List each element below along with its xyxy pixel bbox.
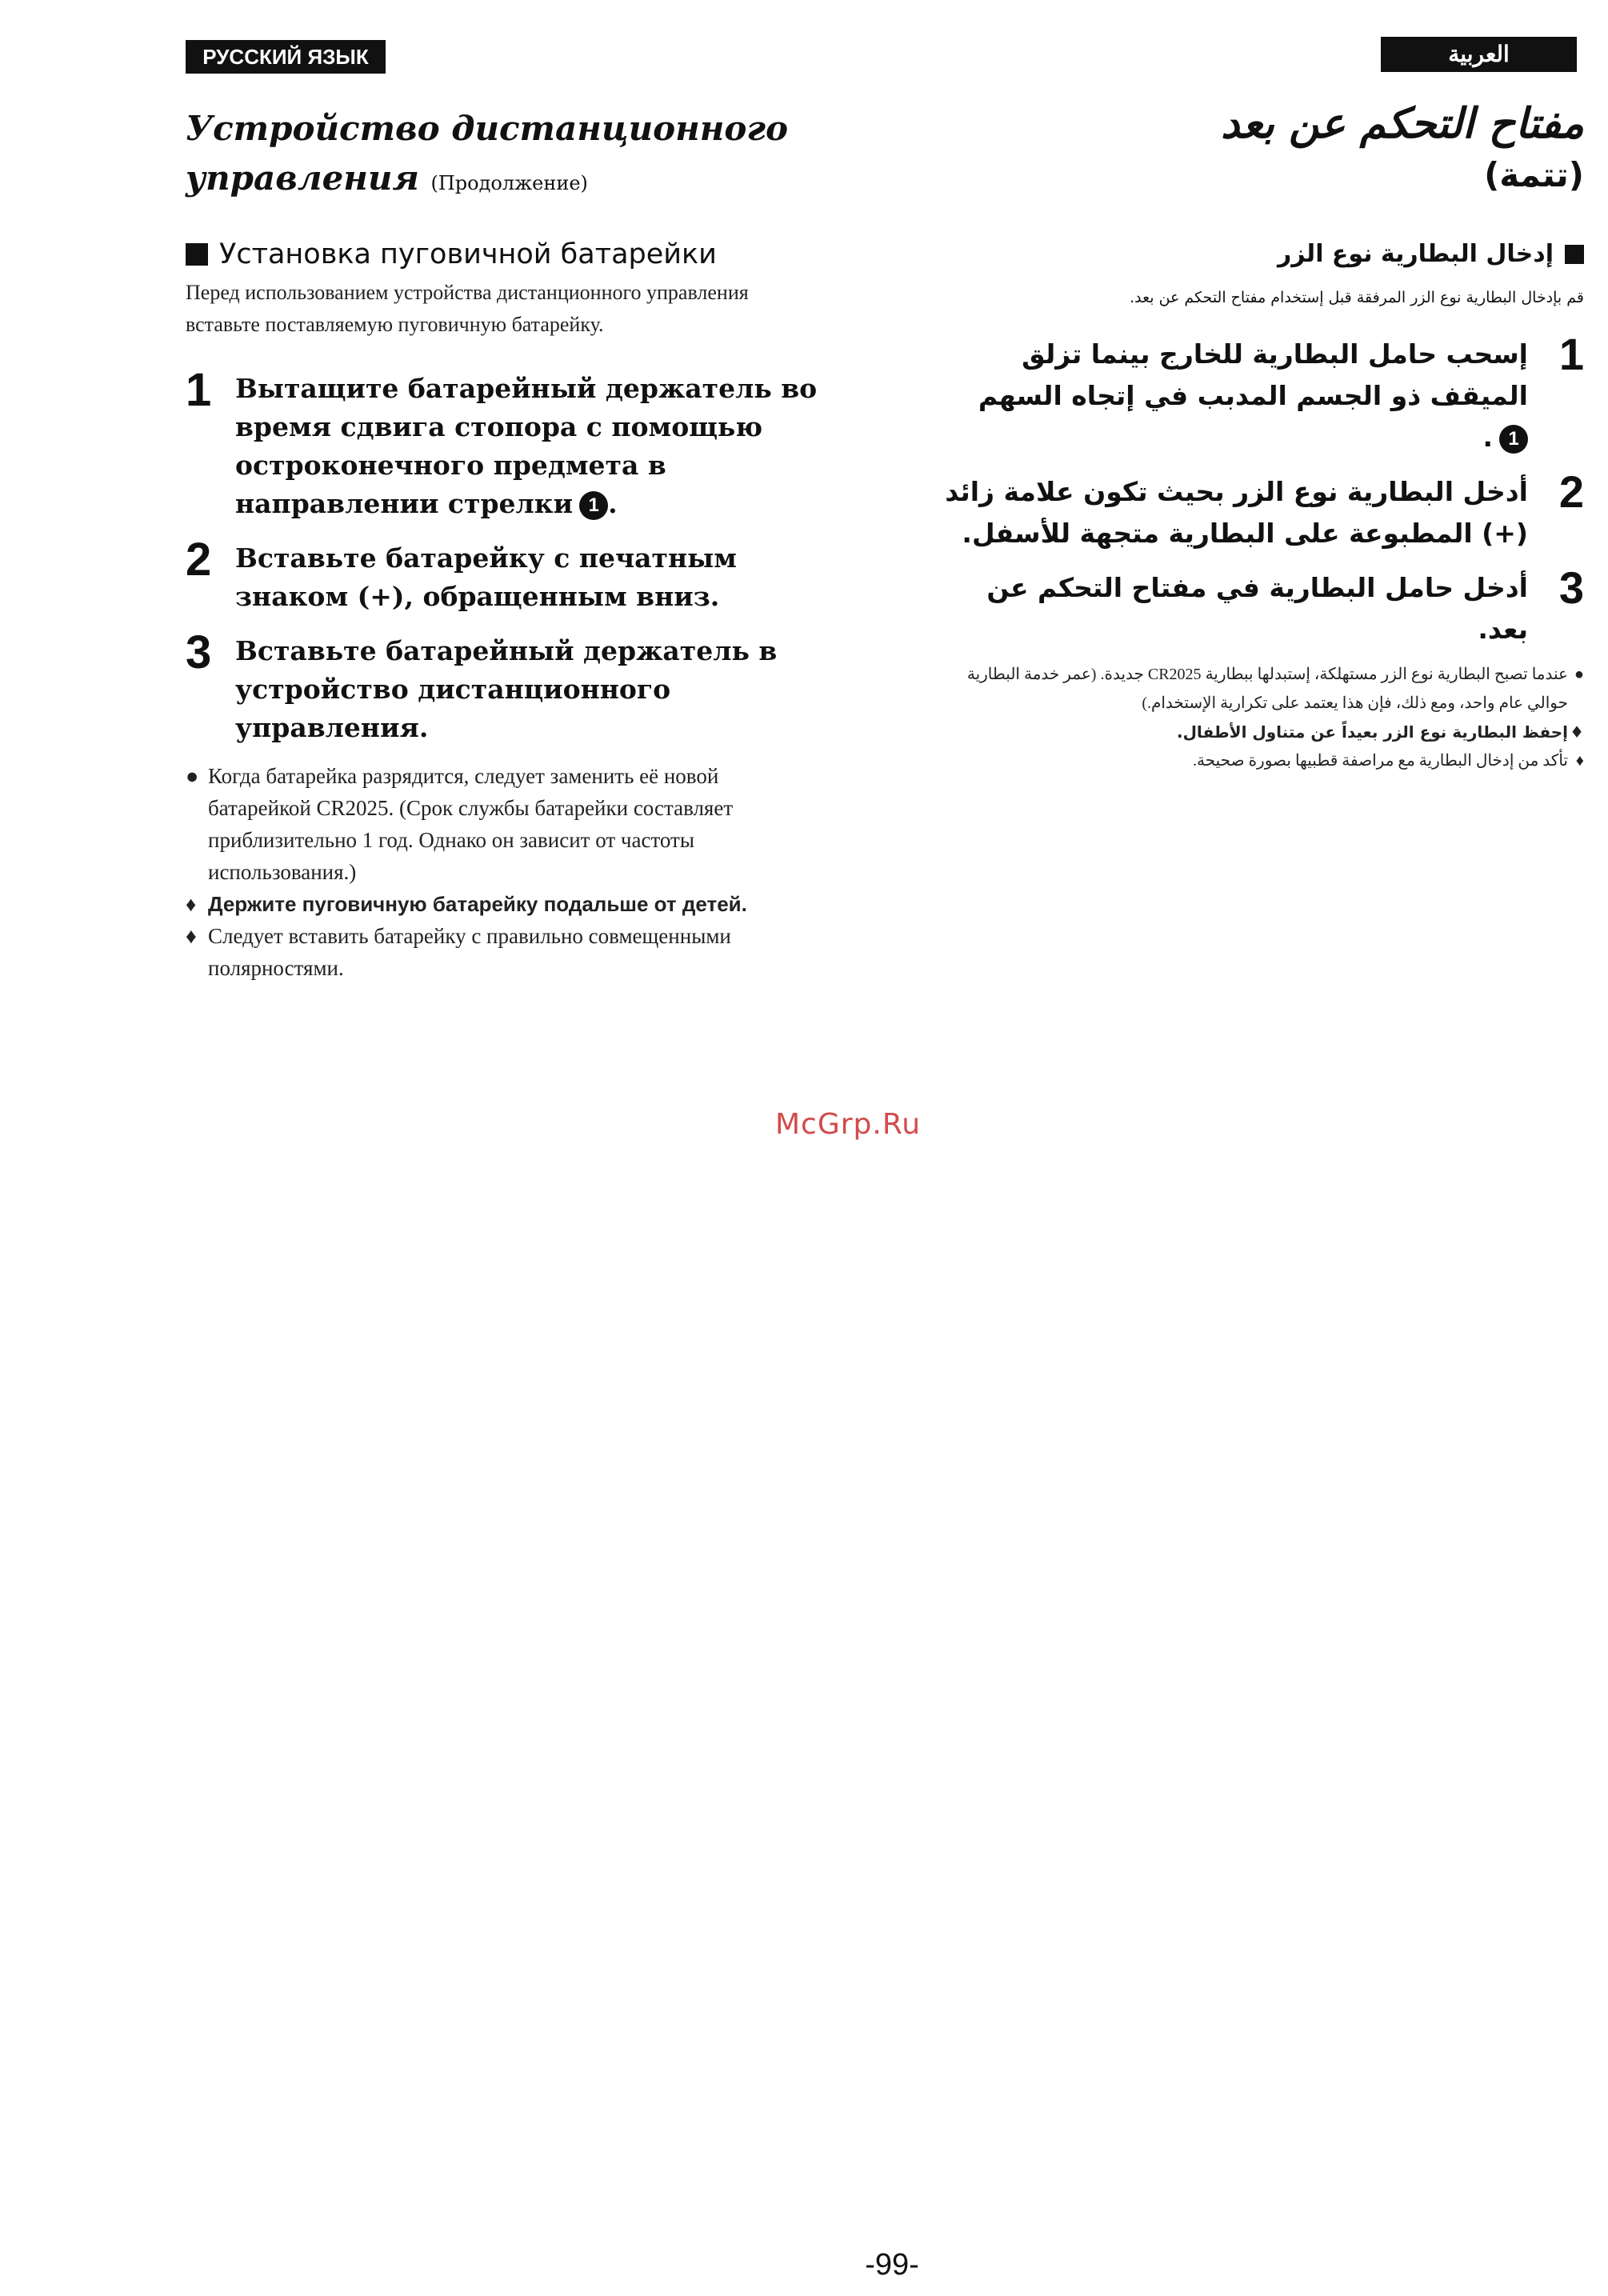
square-bullet-icon [186, 243, 208, 266]
step-text: أدخل البطارية نوع الزر بحيث تكون علامة زائد (+) المطبوعة على البطارية متجهة للأسفل. [945, 476, 1528, 549]
step-ar-3 [944, 564, 1584, 650]
circled-number-icon: 1 [579, 491, 608, 520]
step-number: 3 [1558, 562, 1584, 613]
page-number: -99- [865, 2248, 919, 2282]
note-item [186, 920, 826, 984]
step-ar-1 [944, 330, 1584, 458]
note-text: Когда батарейка разрядится, следует заменить её новой батарейкой CR2025. (Срок службы батарейки составляет приблизительно 1 год. Однако он зависит от частоты использования.) [208, 764, 734, 884]
section-title-ru: Установка пуговичной батарейки [219, 238, 717, 270]
note-text: Держите пуговичную батарейку подальше от детей. [208, 892, 747, 916]
title-continued-ar: (تتمة) [1484, 155, 1584, 194]
section-heading-ru [186, 238, 826, 270]
steps-ru [186, 366, 826, 747]
step-ru-3 [186, 626, 826, 747]
note-text: تأكد من إدخال البطارية مع مراصفة قطبيها بصورة صحيحة. [1193, 752, 1568, 770]
intro-text-ru: Перед использованием устройства дистанционного управления вставьте поставляемую пуговичную батарейку. [186, 281, 749, 336]
note-text: عندما تصبح البطارية نوع الزر مستهلكة، إستبدلها ببطارية CR2025 جديدة. (عمر خدمة البطارية حوالي عام واحد، ومع ذلك، فإن هذا يعتمد على تكرارية الإستخدام.) [966, 666, 1568, 712]
note-item [186, 760, 826, 888]
step-text: Вставьте батарейный держатель в устройство дистанционного управления. [235, 635, 778, 743]
title-continued-ru: (Продолжение) [430, 172, 588, 194]
russian-column [186, 104, 826, 984]
note-item [186, 888, 826, 920]
note-text: إحفظ البطارية نوع الزر بعيداً عن متناول الأطفال. [1176, 722, 1568, 742]
note-item [944, 718, 1584, 746]
steps-ar [944, 330, 1584, 650]
notes-ru [186, 760, 826, 984]
language-tag-arabic: العربية [1381, 37, 1577, 72]
page-title-ar: مفتاح التحكم عن بعد [1221, 100, 1584, 148]
step-text: إسحب حامل البطارية للخارج بينما تزلق الميقف ذو الجسم المدبب في إتجاه السهم1. [978, 338, 1528, 453]
step-text: أدخل حامل البطارية في مفتاح التحكم عن بعد. [986, 572, 1528, 645]
step-number: 1 [1558, 329, 1584, 379]
diamond-bullet-icon: ♦ [1570, 722, 1584, 742]
language-tag-russian: РУССКИЙ ЯЗЫК [186, 40, 386, 74]
step-ru-2 [186, 536, 826, 616]
note-text: Следует вставить батарейку с правильно совмещенными полярностями. [208, 924, 731, 980]
note-item [944, 746, 1584, 775]
square-bullet-icon [1565, 245, 1584, 264]
step-text: Вставьте батарейку с печатным знаком (+), обращенным вниз. [235, 542, 737, 612]
step-number: 2 [1558, 466, 1584, 517]
step-number: 1 [186, 364, 212, 416]
diamond-bullet-icon: ♦ [1575, 752, 1584, 770]
diamond-bullet-icon: ♦ [186, 892, 197, 916]
diamond-bullet-icon: ♦ [186, 924, 197, 948]
step-number: 3 [186, 626, 212, 678]
arabic-column [944, 96, 1584, 775]
step-ar-2 [944, 468, 1584, 554]
circled-number-icon: 1 [1499, 425, 1528, 454]
bullet-dot-icon: ● [1574, 666, 1584, 683]
notes-ar [944, 660, 1584, 775]
bullet-dot-icon: ● [186, 764, 199, 788]
step-number: 2 [186, 534, 212, 586]
section-heading-ar [944, 240, 1584, 268]
title-text-ru: Устройство дистанционного управления [186, 109, 789, 198]
watermark-text: McGrp.Ru [774, 1108, 922, 1141]
step-ru-1 [186, 366, 826, 523]
section-title-ar: إدخال البطارية نوع الزر [1278, 240, 1554, 268]
page-title-ru [186, 104, 826, 208]
step-text: Вытащите батарейный держатель во время сдвига стопора с помощью остроконечного предмета в направлении стрелки 1 . [235, 373, 818, 519]
note-item [944, 660, 1584, 718]
intro-text-ar: قم بإدخال البطارية نوع الزر المرفقة قبل إستخدام مفتاح التحكم عن بعد. [1130, 289, 1584, 306]
